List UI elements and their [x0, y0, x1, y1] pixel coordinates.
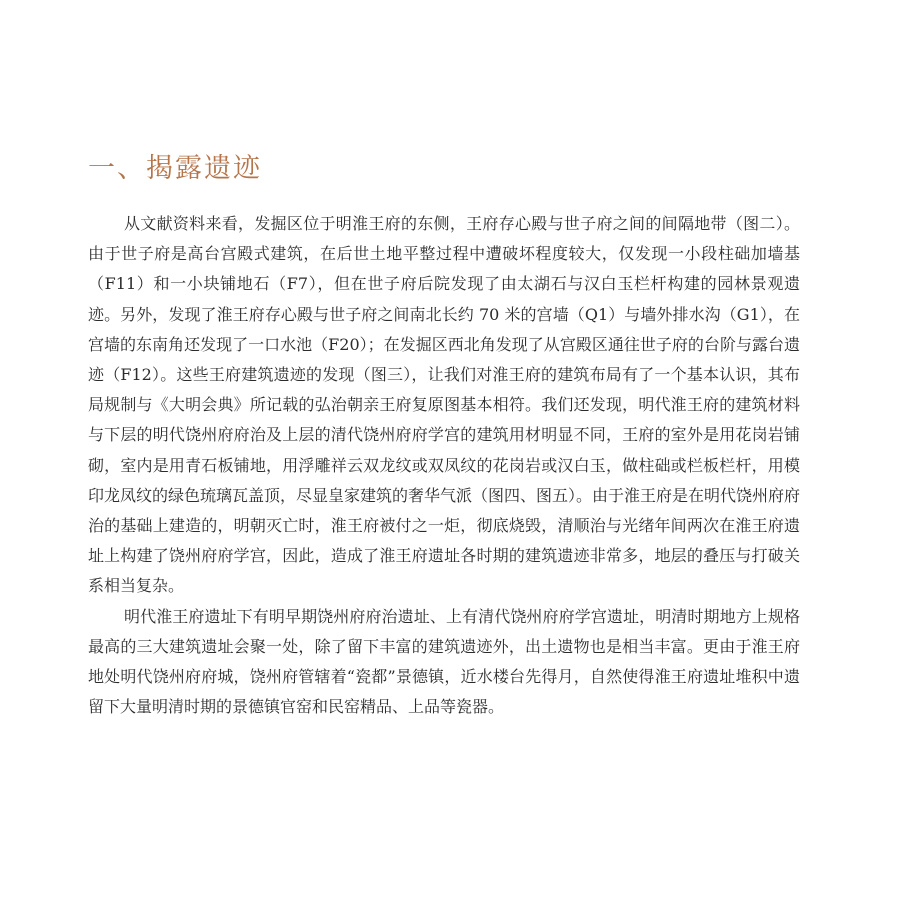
paragraph-2: 明代淮王府遗址下有明早期饶州府府治遗址、上有清代饶州府府学宫遗址，明清时期地方上规格最高的三大建筑遗址会聚一处，除了留下丰富的建筑遗迹外，出土遗物也是相当丰富。更由于淮王府地处明代饶州府府城，饶州府管辖着“瓷都”景德镇，近水楼台先得月，自然使得淮王府遗址堆积中遗留下大量明清时期的景德镇官窑和民窑精品、上品等瓷器。 — [88, 606, 800, 717]
body-text — [88, 209, 800, 722]
section-heading: 一、揭露遗迹 — [88, 153, 262, 184]
paragraph-1: 从文献资料来看，发掘区位于明淮王府的东侧，王府存心殿与世子府之间的间隔地带（图二）。由于世子府是高台宫殿式建筑，在后世土地平整过程中遭破坏程度较大，仅发现一小段柱础加墙基（F11）和一小块铺地石（F7），但在世子府后院发现了由太湖石与汉白玉栏杆构建的园林景观遗迹。另外，发现了淮王府存心殿与世子府之间南北长约 70 米的宫墙（Q1）与墙外排水沟（G1），在宫墙的东南角还发现了一口水池（F20）；在发掘区西北角发现了从宫殿区通往世子府的台阶与露台遗迹（F12）。这些王府建筑遗迹的发现（图三），让我们对淮王府的建筑布局有了一个基本认识，其布局规制与《大明会典》所记载的弘治朝亲王府复原图基本相符。我们还发现，明代淮王府的建筑材料与下层的明代饶州府府治及上层的清代饶州府府学宫的建筑用材明显不同，王府的室外是用花岗岩铺砌，室内是用青石板铺地，用浮雕祥云双龙纹或双凤纹的花岗岩或汉白玉，做柱础或栏板栏杆，用模印龙凤纹的绿色琉璃瓦盖顶，尽显皇家建筑的奢华气派（图四、图五）。由于淮王府是在明代饶州府府治的基础上建造的，明朝灭亡时，淮王府被付之一炬，彻底烧毁，清顺治与光绪年间两次在淮王府遗址上构建了饶州府府学宫，因此，造成了淮王府遗址各时期的建筑遗迹非常多，地层的叠压与打破关系相当复杂。 — [88, 214, 801, 596]
